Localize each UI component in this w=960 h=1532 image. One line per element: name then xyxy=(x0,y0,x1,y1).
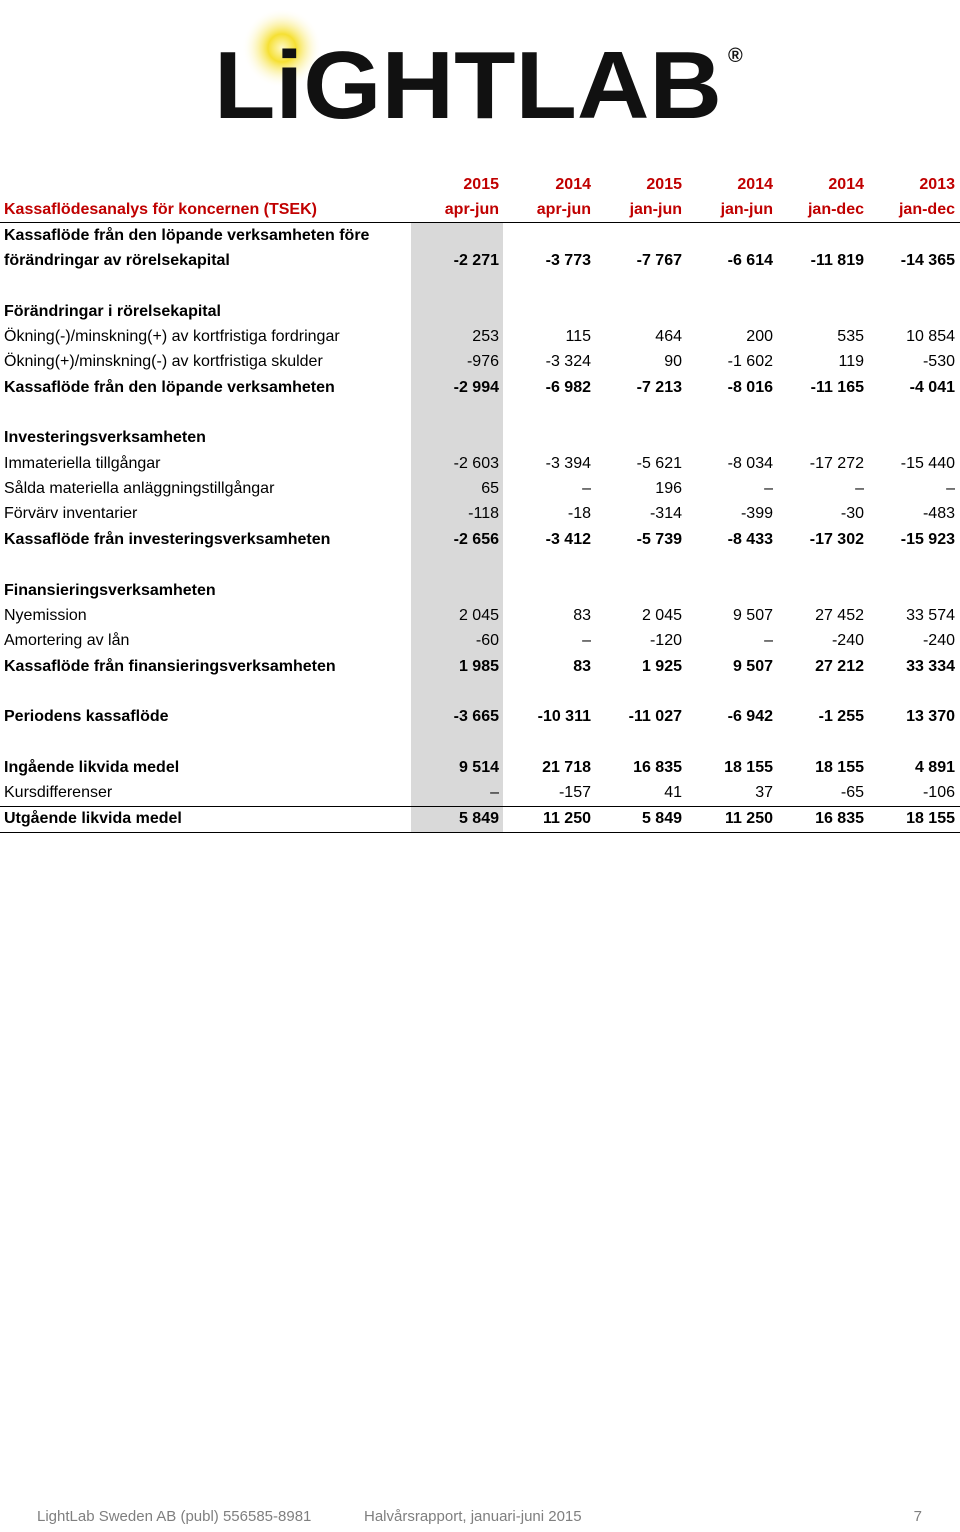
row-value: -11 027 xyxy=(628,708,682,726)
row-value: 535 xyxy=(837,328,864,346)
table-row xyxy=(0,324,960,349)
row-value: -106 xyxy=(922,784,955,802)
row-value: -8 433 xyxy=(727,530,773,548)
table-row xyxy=(0,578,960,603)
row-value: 41 xyxy=(664,784,682,802)
svg-text:LiGHTLAB: LiGHTLAB xyxy=(214,32,722,130)
row-value: -8 016 xyxy=(727,378,773,396)
row-value: -483 xyxy=(922,505,955,523)
row-label: Kassaflöde från investeringsverksamheten xyxy=(4,530,331,548)
table-row xyxy=(0,299,960,324)
table-row xyxy=(0,654,960,679)
row-value: 83 xyxy=(573,606,591,624)
table-row xyxy=(0,248,960,273)
row-value: 65 xyxy=(481,480,499,498)
row-value: -18 xyxy=(567,505,591,523)
row-value: 1 985 xyxy=(458,657,499,675)
row-value: -399 xyxy=(740,505,773,523)
row-value: -2 656 xyxy=(453,530,499,548)
row-value: 18 155 xyxy=(815,758,864,776)
table-row xyxy=(0,806,960,831)
header-year: 2015 xyxy=(463,176,499,193)
row-value: 83 xyxy=(573,657,591,675)
table-row xyxy=(0,704,960,729)
table-row xyxy=(0,780,960,805)
row-value: 2 045 xyxy=(641,606,682,624)
row-label: Kassaflöde från den löpande verksamheten före xyxy=(4,226,370,244)
row-value: 10 854 xyxy=(906,328,955,346)
row-label: Ökning(-)/minskning(+) av kortfristiga fordringar xyxy=(4,328,340,346)
row-value: -7 213 xyxy=(636,378,682,396)
row-value: 27 212 xyxy=(815,657,864,675)
header-year: 2014 xyxy=(828,176,864,193)
header-period: apr-jun xyxy=(536,201,591,219)
row-value: 90 xyxy=(664,353,682,371)
table-title: Kassaflödesanalys för koncernen (TSEK) xyxy=(4,201,317,219)
row-value: 37 xyxy=(755,784,773,802)
row-label: Kassaflöde från finansieringsverksamheten xyxy=(4,657,336,675)
table-row xyxy=(0,223,960,248)
row-value: 464 xyxy=(655,328,682,346)
row-label: Nyemission xyxy=(4,606,87,624)
row-value: -3 394 xyxy=(545,454,591,472)
row-label: Förvärv inventarier xyxy=(4,505,138,523)
row-value: -2 271 xyxy=(453,252,499,270)
row-value: 16 835 xyxy=(633,758,682,776)
row-value: 9 507 xyxy=(732,606,773,624)
header-period: jan-jun xyxy=(720,201,773,219)
table-row xyxy=(0,755,960,780)
row-value: 33 334 xyxy=(906,657,955,675)
row-value: 4 891 xyxy=(914,758,955,776)
cashflow-table xyxy=(0,172,960,831)
footer-page-number: 7 xyxy=(913,1508,922,1525)
table-row xyxy=(0,349,960,374)
lightlab-logo xyxy=(212,10,752,130)
row-value: -11 819 xyxy=(810,252,864,270)
header-year: 2013 xyxy=(919,176,955,193)
row-value: -1 602 xyxy=(727,353,773,371)
table-row xyxy=(0,273,960,298)
row-value: -4 041 xyxy=(909,378,955,396)
header-years-row xyxy=(0,172,960,197)
page-footer xyxy=(0,1508,960,1532)
row-value: -6 614 xyxy=(727,252,773,270)
row-value: – xyxy=(855,480,864,498)
table-body xyxy=(0,223,960,831)
table-row xyxy=(0,425,960,450)
row-value: 253 xyxy=(472,328,499,346)
row-label: Periodens kassaflöde xyxy=(4,708,169,726)
row-value: -6 942 xyxy=(727,708,773,726)
row-value: -10 311 xyxy=(537,708,591,726)
row-label: Kursdifferenser xyxy=(4,784,113,802)
row-label: Sålda materiella anläggningstillgångar xyxy=(4,480,275,498)
row-value: 115 xyxy=(565,328,591,346)
header-periods-row xyxy=(0,197,960,222)
row-value: 5 849 xyxy=(641,809,682,827)
row-value: -118 xyxy=(468,505,499,523)
row-value: 11 250 xyxy=(542,809,591,827)
row-value: 11 250 xyxy=(724,809,773,827)
row-label: Investeringsverksamheten xyxy=(4,429,206,447)
header-year: 2015 xyxy=(646,176,682,193)
table-row xyxy=(0,603,960,628)
row-value: 33 574 xyxy=(906,606,955,624)
row-value: 200 xyxy=(746,328,773,346)
row-label: Kassaflöde från den löpande verksamheten xyxy=(4,378,335,396)
row-value: 9 514 xyxy=(458,758,499,776)
row-value: -11 165 xyxy=(810,378,864,396)
row-value: -240 xyxy=(922,632,955,650)
bottom-divider xyxy=(0,832,960,833)
header-year: 2014 xyxy=(737,176,773,193)
row-value: – xyxy=(582,480,591,498)
row-label: Förändringar i rörelsekapital xyxy=(4,302,221,320)
row-value: -65 xyxy=(840,784,864,802)
row-value: -15 440 xyxy=(900,454,955,472)
row-value: -17 272 xyxy=(809,454,864,472)
row-value: -1 255 xyxy=(818,708,864,726)
row-value: 27 452 xyxy=(815,606,864,624)
table-row xyxy=(0,628,960,653)
row-value: 9 507 xyxy=(732,657,773,675)
table-row xyxy=(0,730,960,755)
row-value: 5 849 xyxy=(458,809,499,827)
row-value: -5 739 xyxy=(636,530,682,548)
row-label: Immateriella tillgångar xyxy=(4,454,161,472)
row-value: 2 045 xyxy=(458,606,499,624)
row-value: -157 xyxy=(558,784,591,802)
row-value: 16 835 xyxy=(815,809,864,827)
row-value: -17 302 xyxy=(809,530,864,548)
footer-report: Halvårsrapport, januari-juni 2015 xyxy=(364,1508,582,1525)
row-value: -5 621 xyxy=(636,454,682,472)
table-row xyxy=(0,527,960,552)
row-label: Finansieringsverksamheten xyxy=(4,581,216,599)
row-value: -8 034 xyxy=(727,454,773,472)
row-value: -60 xyxy=(475,632,499,650)
row-value: -530 xyxy=(922,353,955,371)
row-value: 119 xyxy=(838,353,864,371)
header-year: 2014 xyxy=(555,176,591,193)
row-value: -2 994 xyxy=(453,378,499,396)
total-divider xyxy=(0,806,960,807)
row-value: – xyxy=(764,480,773,498)
row-value: -15 923 xyxy=(900,530,955,548)
table-row xyxy=(0,400,960,425)
row-value: -3 665 xyxy=(453,708,499,726)
row-value: 21 718 xyxy=(542,758,591,776)
row-value: 18 155 xyxy=(724,758,773,776)
row-label: Ingående likvida medel xyxy=(4,758,180,776)
table-row xyxy=(0,476,960,501)
header-period: jan-jun xyxy=(629,201,682,219)
row-value: 1 925 xyxy=(641,657,682,675)
row-value: 13 370 xyxy=(906,708,955,726)
row-label: Amortering av lån xyxy=(4,632,130,650)
row-value: -240 xyxy=(831,632,864,650)
header-divider xyxy=(0,222,960,223)
row-value: -7 767 xyxy=(636,252,682,270)
row-value: -3 324 xyxy=(545,353,591,371)
row-value: -3 412 xyxy=(545,530,591,548)
row-label: förändringar av rörelsekapital xyxy=(4,252,230,270)
table-row xyxy=(0,679,960,704)
row-label: Utgående likvida medel xyxy=(4,809,182,827)
table-row xyxy=(0,501,960,526)
table-row xyxy=(0,552,960,577)
row-value: -3 773 xyxy=(545,252,591,270)
row-value: – xyxy=(764,632,773,650)
table-row xyxy=(0,375,960,400)
row-value: -314 xyxy=(649,505,682,523)
row-value: 196 xyxy=(655,480,682,498)
footer-company: LightLab Sweden AB (publ) 556585-8981 xyxy=(37,1508,312,1525)
row-value: 18 155 xyxy=(906,809,955,827)
row-value: -14 365 xyxy=(900,252,955,270)
header-period: apr-jun xyxy=(444,201,499,219)
row-value: – xyxy=(946,480,955,498)
row-label: Ökning(+)/minskning(-) av kortfristiga skulder xyxy=(4,353,323,371)
header-period: jan-dec xyxy=(807,201,864,219)
svg-text:®: ® xyxy=(728,45,743,67)
row-value: – xyxy=(490,784,499,802)
row-value: -120 xyxy=(649,632,682,650)
row-value: – xyxy=(582,632,591,650)
header-period: jan-dec xyxy=(898,201,955,219)
table-row xyxy=(0,451,960,476)
row-value: -976 xyxy=(466,353,499,371)
row-value: -6 982 xyxy=(545,378,591,396)
row-value: -30 xyxy=(840,505,864,523)
row-value: -2 603 xyxy=(453,454,499,472)
